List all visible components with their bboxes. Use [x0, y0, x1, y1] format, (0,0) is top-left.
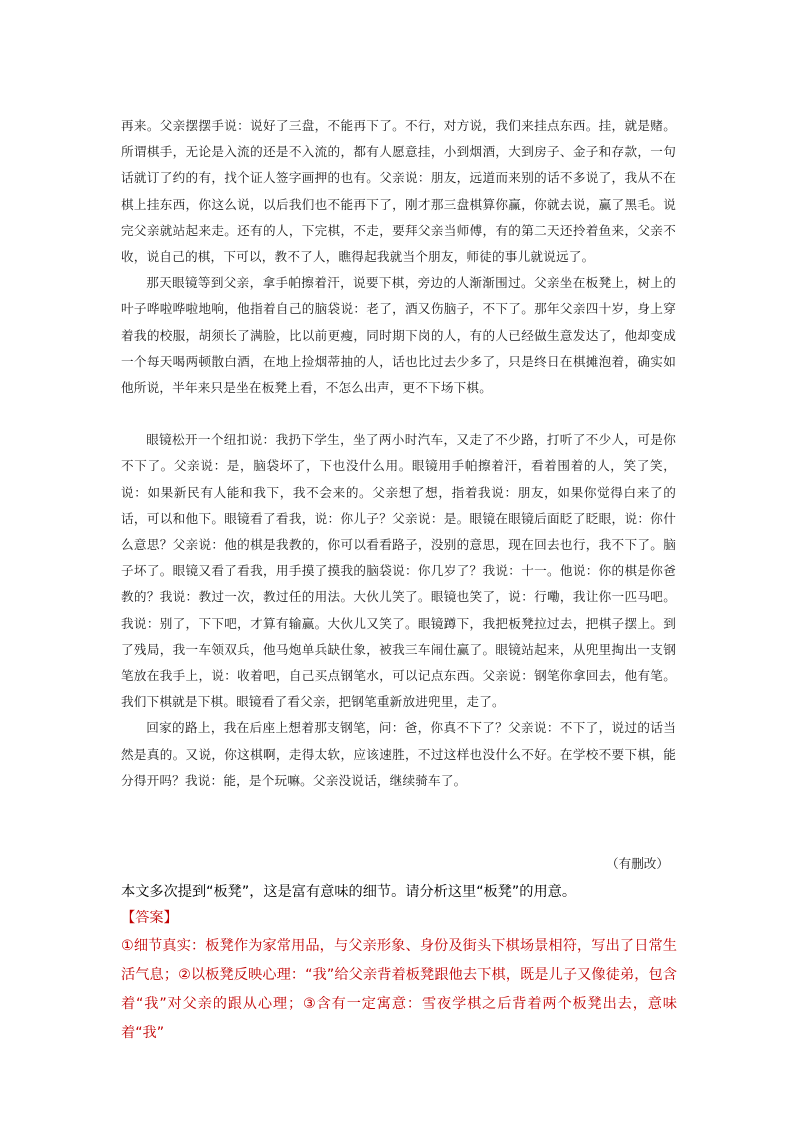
story-paragraph-1: 再来。父亲摆摆手说：说好了三盘，不能再下了。不行，对方说，我们来挂点东西。挂，就是赌。所谓棋手，无论是入流的还是不入流的，都有人愿意挂，小到烟酒，大到房子、金子和存款，一句话就订了约的有，找个证人签字画押的也有。父亲说：朋友，远道而来别的话不多说了，我从不在棋上挂东西，你这么说，以后我们也不能再下了，刚才那三盘棋算你赢，你就去说，赢了黑毛。说完父亲就站起来走。还有的人，下完棋，不走，要拜父亲当师傅，有的第二天还拎着鱼来，父亲不收，说自己的棋，下可以，教不了人，瞧得起我就当个朋友，师徒的事儿就说远了。 — [121, 118, 676, 265]
answer-label: 【答案】 — [121, 910, 178, 926]
story-excerpt — [121, 113, 676, 794]
edit-note: （有删改） — [606, 856, 669, 871]
story-paragraph-3: 眼镜松开一个纽扣说：我扔下学生，坐了两小时汽车，又走了不少路，打听了不少人，可是你不下了。父亲说：是，脑袋坏了，下也没什么用。眼镜用手帕擦着汗，看着围着的人，笑了笑，说：如果新民有人能和我下，我不会来的。父亲想了想，指着我说：朋友，如果你觉得白来了的话，可以和他下。眼镜看了看我，说：你儿子？父亲说：是。眼镜在眼镜后面眨了眨眼，说：你什么意思？父亲说：他的棋是我教的，你可以看看路子，没别的意思，现在回去也行，我不下了。脑子坏了。眼镜又看了看我，用手摸了摸我的脑袋说：你几岁了？我说：十一。他说：你的棋是你爸教的？我说：教过一次，教过任的用法。大伙儿笑了。眼镜也笑了，说：行嘞，我让你一匹马吧。我说：别了，下下吧，才算有输赢。大伙儿又笑了。眼镜蹲下，我把板凳拉过去，把棋子摆上。到了残局，我一车领双兵，他马炮单兵缺仕象，被我三车闹仕赢了。眼镜站起来，从兜里掏出一支钢笔放在我手上，说：收着吧，自己买点钢笔水，可以记点东西。父亲说：钢笔你拿回去，他有笔。我们下棋就是下棋。眼镜看了看父亲，把钢笔重新放进兜里，走了。 — [121, 432, 676, 710]
story-paragraph-4: 回家的路上，我在后座上想着那支钢笔，问：爸，你真不下了？父亲说：不下了，说过的话当然是真的。又说，你这棋啊，走得太软，应该速胜，不过这样也没什么不好。在学校不要下棋，能分得开吗？我说：能，是个玩嘛。父亲没说话，继续骑车了。 — [121, 720, 676, 788]
answer-text: ①细节真实：板凳作为家常用品，与父亲形象、身份及街头下棋场景相符，写出了日常生活气息；②以板凳反映心理：“我”给父亲背着板凳跟他去下棋，既是儿子又像徒弟，包含着“我”对父亲的跟从心理；③含有一定寓意：雪夜学棋之后背着两个板凳出去，意味着“我” — [121, 938, 677, 1041]
story-paragraph-2: 那天眼镜等到父亲，拿手帕擦着汗，说要下棋，旁边的人渐渐围过。父亲坐在板凳上，树上的叶子哗啦哗啦地响，他指着自己的脑袋说：老了，酒又伤脑子，不下了。那年父亲四十岁，身上穿着我的校服，胡须长了满脸，比以前更瘦，同时期下岗的人，有的人已经做生意发达了，他却变成一个每天喝两顿散白酒，在地上捡烟蒂抽的人，话也比过去少多了，只是终日在棋摊泡着，确实如他所说，半年来只是坐在板凳上看，不怎么出声，更不下场下棋。 — [121, 275, 676, 396]
question-text: 本文多次提到“板凳”，这是富有意味的细节。请分析这里“板凳”的用意。 — [121, 884, 577, 900]
